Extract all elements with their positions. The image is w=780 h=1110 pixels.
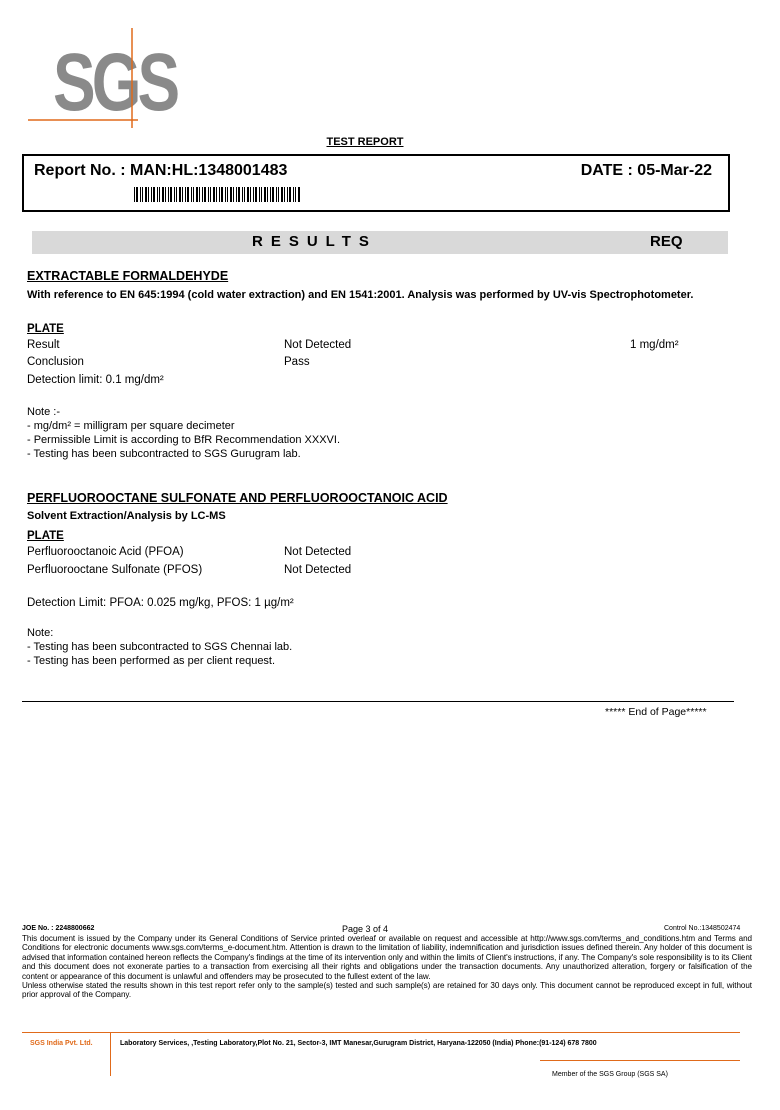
control-number: Control No.:1348502474	[664, 925, 741, 932]
joe-number: JOE No. : 2248800662	[22, 925, 95, 932]
detection-limit: Detection Limit: PFOA: 0.025 mg/kg, PFOS: 1 µg/m²	[27, 597, 294, 609]
page-number: Page 3 of 4	[342, 924, 389, 934]
row-label: Result	[27, 339, 60, 351]
disclaimer-text: This document is issued by the Company under its General Conditions of Service printed overleaf or available on request and accessible at http://www.sgs.com/terms_and_conditions.htm and Terms and Conditions for electronic documents www.sgs.com/terms_e-document.htm. Attention is drawn to the limitation of liability, indemnification and jurisdiction issues defined therein. Any holder of this document is advised that information contained hereon reflects the Company's findings at the time of its intervention only and within the limits of Client's instructions, if any. The Company's sole responsibility is to its Client and this document does not exonerate parties to a transaction from exercising all their rights and obligations under the transaction documents. Any unauthorized alteration, forgery or falsification of the content or appearance of this document is unlawful and offenders may be prosecuted to the fullest extent of the law.	[22, 934, 752, 981]
note-line: Note:	[27, 627, 54, 639]
req-heading: REQ	[650, 233, 683, 250]
note-line: - Permissible Limit is according to BfR Recommendation XXXVI.	[27, 434, 341, 446]
results-bar	[32, 231, 728, 254]
divider	[22, 701, 734, 702]
subheading-plate: PLATE	[27, 530, 64, 542]
row-value: Not Detected	[284, 339, 352, 351]
row-label: Perfluorooctanoic Acid (PFOA)	[27, 546, 184, 558]
results-heading: RESULTS	[252, 233, 377, 250]
disclaimer	[22, 934, 752, 1000]
footer-rule-right	[540, 1060, 740, 1061]
row-value: Not Detected	[284, 546, 352, 558]
end-of-page: ***** End of Page*****	[605, 706, 707, 718]
disclaimer-text-2: Unless otherwise stated the results shown in this test report refer only to the sample(s) tested and such sample(s) are retained for 30 days only. This document cannot be reproduced except in full, without prior approval of the Company.	[22, 981, 752, 1000]
barcode	[134, 187, 302, 202]
footer-company: SGS India Pvt. Ltd.	[30, 1040, 93, 1047]
svg-text:SGS: SGS	[52, 35, 177, 128]
footer-vertical-rule	[110, 1032, 111, 1076]
note-line: Note :-	[27, 406, 61, 418]
report-date: DATE : 05-Mar-22	[580, 162, 712, 179]
section-reference: With reference to EN 645:1994 (cold water extraction) and EN 1541:2001. Analysis was performed by UV-vis Spectrophotometer.	[27, 289, 694, 301]
sgs-logo	[28, 28, 188, 128]
note-line: - Testing has been performed as per client request.	[27, 655, 276, 667]
note-line: - mg/dm² = milligram per square decimeter	[27, 420, 235, 432]
note-line: - Testing has been subcontracted to SGS Chennai lab.	[27, 641, 293, 653]
test-report-title: TEST REPORT	[326, 136, 404, 148]
section-method: Solvent Extraction/Analysis by LC-MS	[27, 510, 226, 522]
row-value: Pass	[284, 356, 310, 368]
report-header-box	[22, 154, 730, 212]
footer-member: Member of the SGS Group (SGS SA)	[552, 1071, 668, 1078]
note-line: - Testing has been subcontracted to SGS Gurugram lab.	[27, 448, 301, 460]
row-label: Conclusion	[27, 356, 84, 368]
section-title-pfos-pfoa: PERFLUOROOCTANE SULFONATE AND PERFLUOROOCTANOIC ACID	[27, 491, 448, 505]
report-number: Report No. : MAN:HL:1348001483	[34, 162, 288, 179]
detection-limit: Detection limit: 0.1 mg/dm²	[27, 374, 164, 386]
row-value: Not Detected	[284, 564, 352, 576]
row-requirement: 1 mg/dm²	[630, 339, 679, 351]
subheading-plate: PLATE	[27, 323, 64, 335]
row-label: Perfluorooctane Sulfonate (PFOS)	[27, 564, 203, 576]
footer-address: Laboratory Services, ,Testing Laboratory,Plot No. 21, Sector-3, IMT Manesar,Gurugram District, Haryana-122050 (India) Phone:(91-124) 678 7800	[120, 1040, 597, 1047]
footer-rule	[22, 1032, 740, 1033]
section-title-formaldehyde: EXTRACTABLE FORMALDEHYDE	[27, 269, 229, 283]
